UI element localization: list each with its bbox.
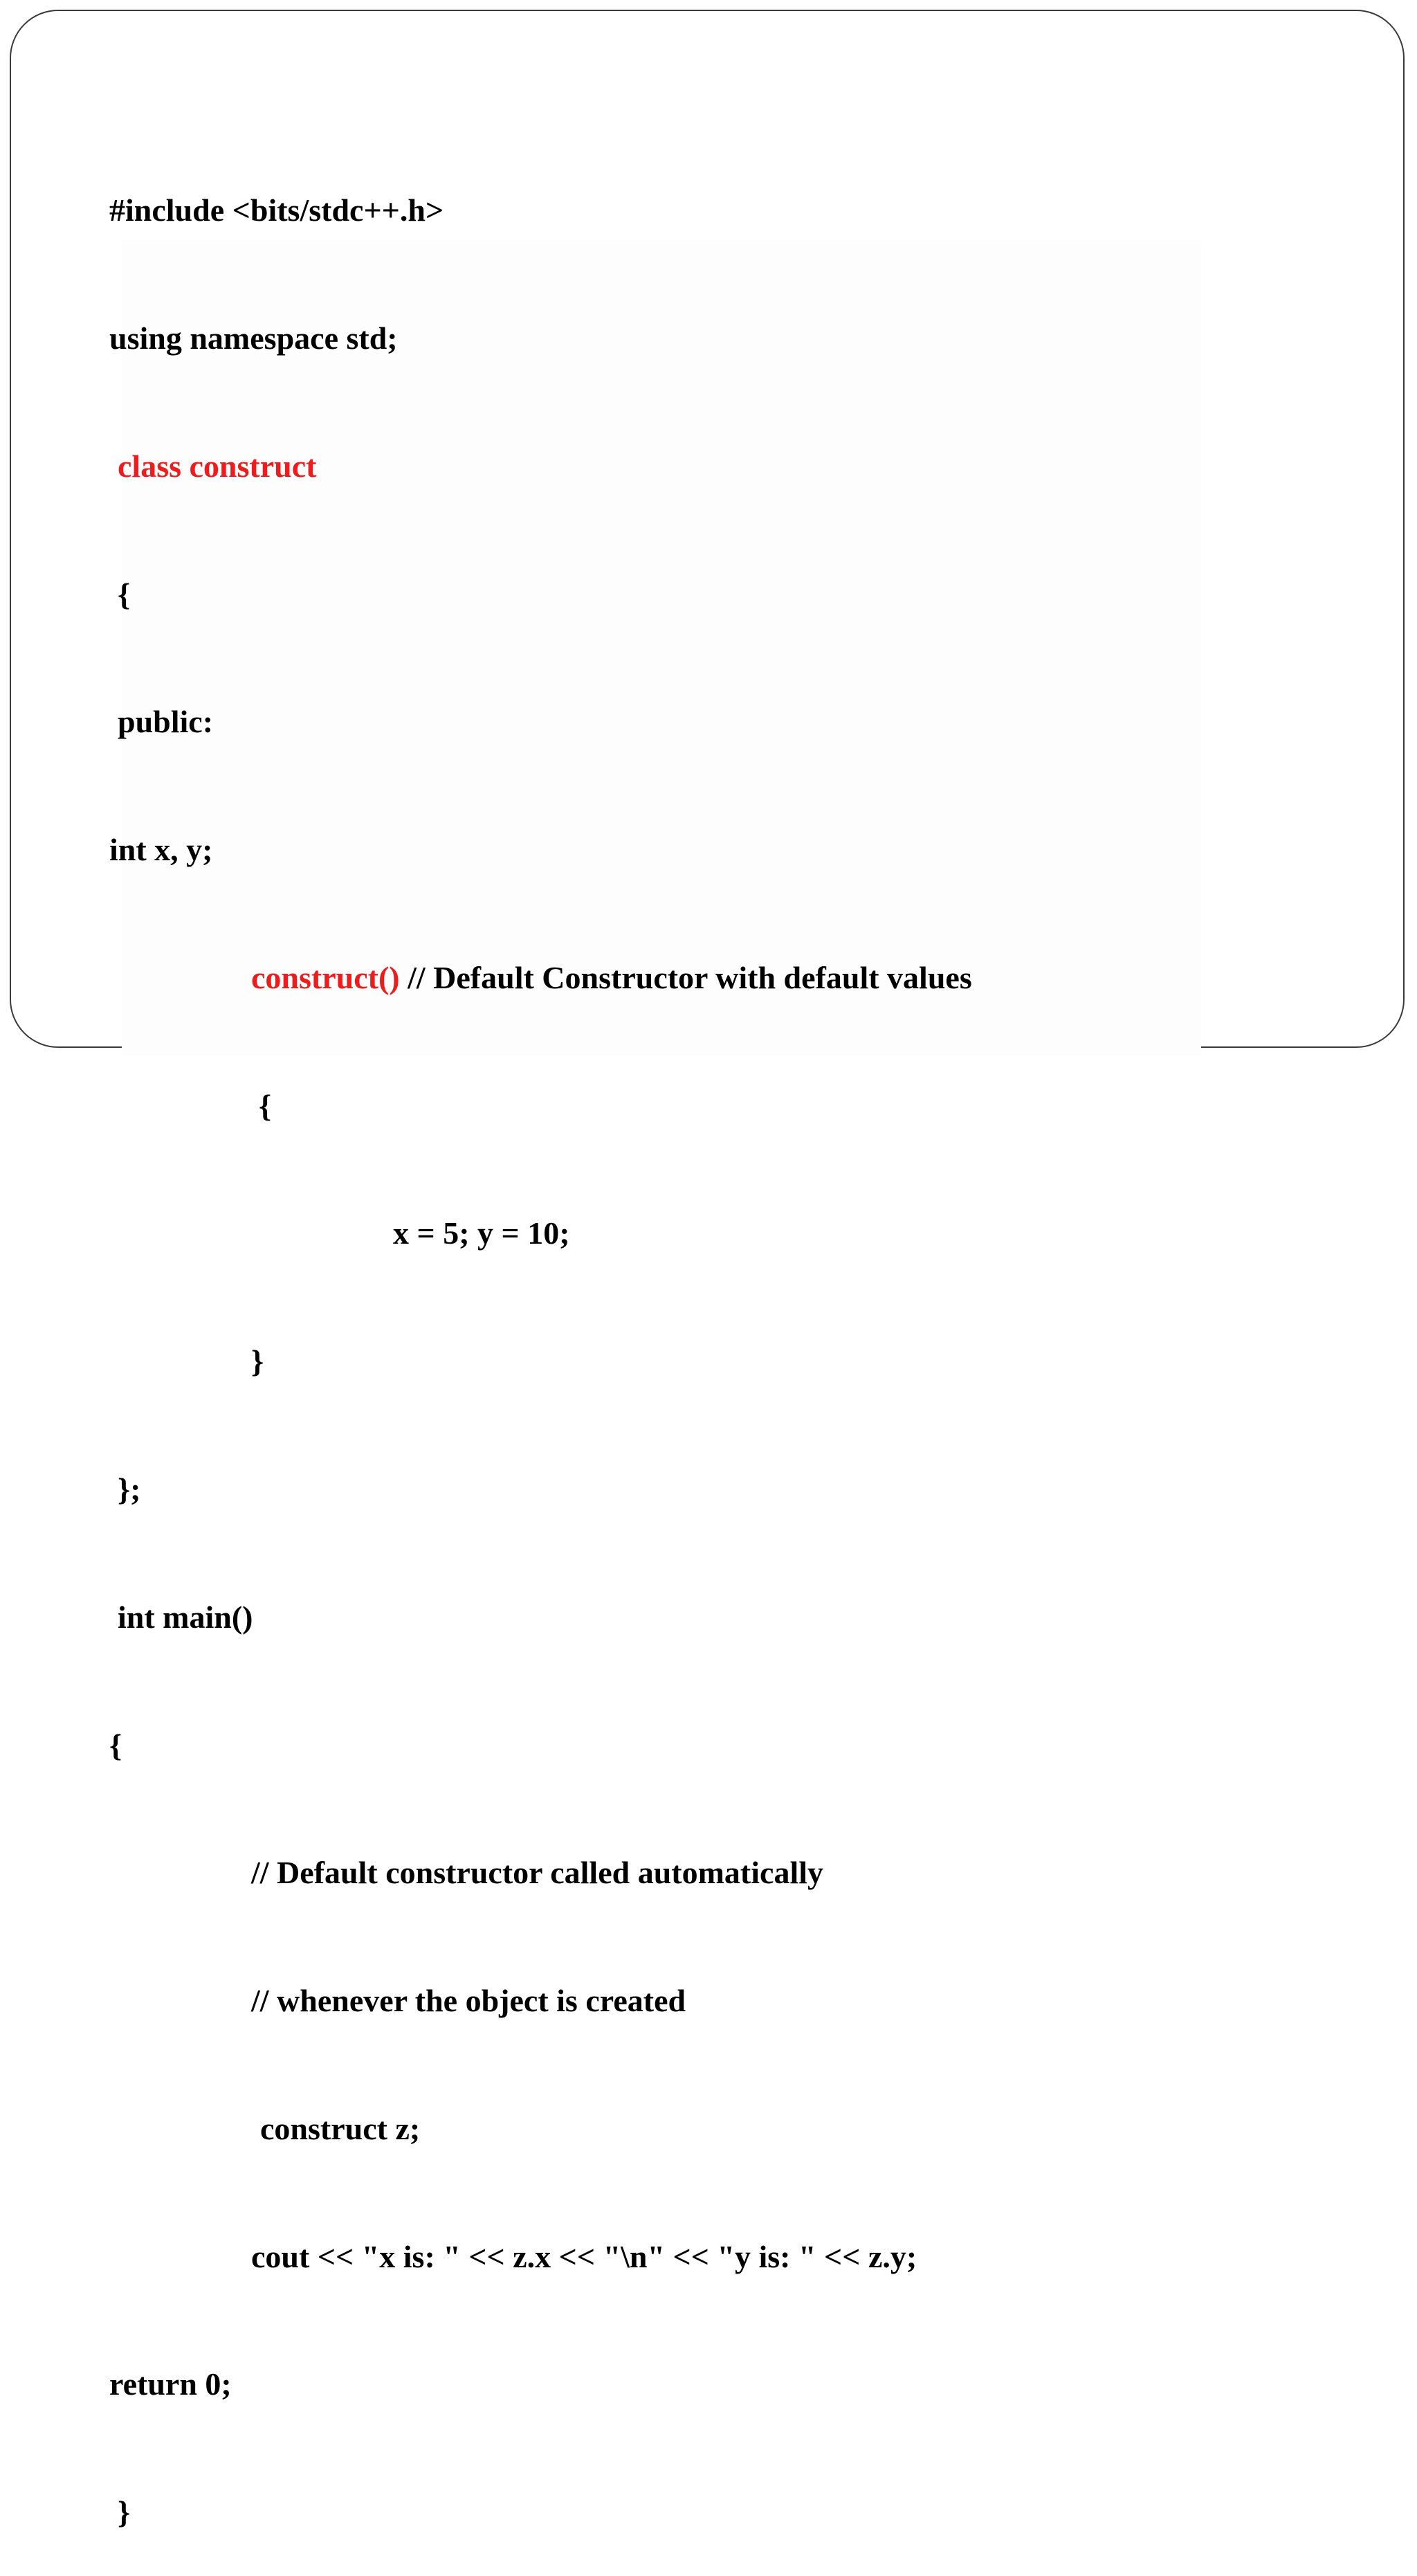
code-line-return [0,2363,972,2406]
code-line-members [0,828,972,871]
code-text: // whenever the object is created [251,1983,686,2019]
code-block [0,104,972,2576]
code-text: class construct [118,448,317,484]
code-text: cout << "x is: " << z.x << "\n" << "y is: " << z.y; [251,2238,917,2274]
code-text: x = 5; y = 10; [393,1215,570,1251]
code-text: return 0; [109,2366,232,2402]
code-line-object-creation [0,2107,972,2150]
code-line-assignments [0,1212,972,1255]
code-line-constructor-close-brace [0,1340,972,1383]
code-line-public [0,700,972,743]
code-text: { [259,1087,272,1123]
code-text: using namespace std; [109,320,398,356]
constructor-comment: // Default Constructor with default values [399,959,972,995]
code-text: int x, y; [109,832,213,868]
code-line-constructor-open-brace [0,1085,972,1127]
code-text: { [118,576,131,612]
code-text: int main() [118,1599,253,1635]
code-line-main-open-brace [0,1724,972,1767]
code-line-using-namespace [0,317,972,360]
code-line-cout [0,2235,972,2278]
constructor-name: construct() [251,959,400,995]
code-line-main [0,1596,972,1639]
code-line-comment-2 [0,1979,972,2022]
code-line-class-declaration [0,445,972,488]
code-text: } [251,1343,264,1379]
code-text: construct z; [260,2110,421,2146]
code-text: #include <bits/stdc++.h> [109,192,444,228]
code-line-main-close-brace [0,2491,972,2534]
code-text: }; [118,1471,141,1507]
code-text: } [118,2494,131,2530]
code-line-include [0,189,972,232]
code-line-comment-1 [0,1851,972,1894]
code-text: public: [118,704,214,740]
code-text: { [109,1727,122,1763]
code-line-class-open-brace [0,573,972,616]
code-text: // Default constructor called automatically [251,1855,824,1891]
code-line-class-close [0,1468,972,1511]
code-line-constructor [0,956,972,999]
